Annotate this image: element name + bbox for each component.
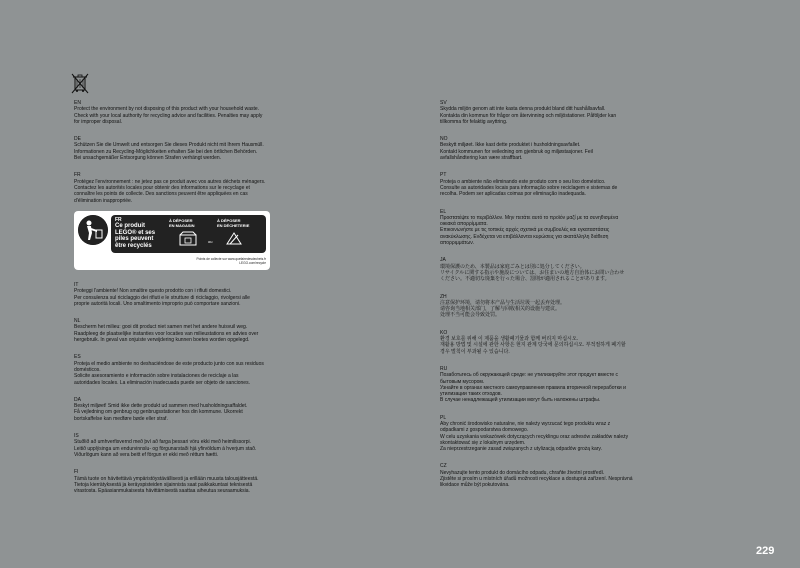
lang-code: JA: [440, 257, 446, 264]
badge-option-store: À DÉPOSER EN MAGASIN: [169, 218, 195, 228]
lang-block-es: [74, 354, 349, 385]
badge-option-dump: À DÉPOSER EN DÉCHETERIE: [217, 218, 250, 228]
badge-or-text: ou: [208, 239, 213, 244]
lang-text: Beskyt miljøet! Smid ikke dette produkt ud sammen med husholdningsaffaldet. Få vejledning om genbrug og genbrugsstationer hos din kommune. Ukorrekt bortskaffelse kan medføre bøde eller straf.: [74, 403, 248, 422]
lang-code: ES: [74, 354, 81, 361]
lang-block-de: [74, 136, 349, 161]
lang-text: Stuðlið að umhverfisvernd með því að farga þessari vöru ekki með heimilissorpi. Leitið upplýsinga um endurvinnslu- og förgunarstaði hjá yfirvöldum á hverjum stað. Viðurlögum kann að vera beitt ef förgun er ekki með réttum hætti.: [74, 439, 257, 458]
recycling-badge: [74, 211, 270, 270]
lang-block-nl: [74, 318, 349, 343]
recycling-center-icon: [225, 231, 243, 246]
lang-block-is: [74, 433, 349, 458]
lang-code: FR: [74, 172, 81, 179]
badge-country-code: FR: [115, 217, 122, 223]
lang-block-ko: [440, 330, 715, 355]
lang-code: IT: [74, 282, 79, 288]
lang-code: EL: [440, 208, 447, 215]
lang-block-zh: [440, 294, 715, 319]
lang-text: 環境保護のため、本製品は家庭ごみとは別に処分してください。 リサイクルに関する指示や施設については、お住まいの地方自治体にお問い合わせ ください。不適切な廃棄を行った場合、罰則が適用されることがあります。: [440, 263, 625, 283]
badge-main-text: Ce produit LEGO® et ses piles peuvent être recyclés: [115, 223, 156, 249]
lang-block-ja: [440, 257, 715, 282]
lang-block-it: [74, 282, 349, 307]
lang-code: IS: [74, 433, 79, 440]
right-column: [440, 100, 715, 500]
lang-text: Skydda miljön genom att inte kasta denna produkt bland ditt hushållsavfall. Kontakta din kommun för frågor om återvinning och miljöstationer. Påföljder kan tillkomma för felaktig avyttring.: [440, 106, 617, 125]
lang-text: Beskytt miljøet. Ikke kast dette produktet i husholdningsavfallet. Kontakt kommunen for veiledning om gjenbruk og miljøstasjoner. Feil avfallshåndtering kan være straffbart.: [440, 142, 593, 162]
lang-block-fr: [74, 172, 349, 203]
lang-block-pl: [440, 415, 715, 453]
lang-text: Aby chronić środowisko naturalne, nie należy wyrzucać tego produktu wraz z odpadkami z gospodarstwa domowego. W celu uzyskania wskazówek dotyczących recyklingu oraz adresów zakładów należy skontaktować się z lokalnym urzędem. Za nieprzestrzeganie zasad związanych z utylizacją odpadów grożą kary.: [440, 420, 629, 453]
recycling-person-icon: [78, 215, 108, 245]
lang-block-ru: [440, 366, 715, 404]
lang-block-da: [74, 397, 349, 422]
lang-text: Προστατέψτε το περιβάλλον. Μην πετάτε αυτό το προϊόν μαζί με τα συνηθισμένα οικιακά απορρίμματα. Επικοινωνήστε με τις τοπικές αρχές σχετικά με συμβουλές και εγκαταστάσεις ανακύκλωσης. Ενδέχεται να επιβάλλονται κυρώσεις για ακατάλληλη διάθεση απορριμμάτων.: [440, 214, 619, 247]
store-drop-off-icon: [179, 231, 197, 246]
lang-code: KO: [440, 329, 448, 336]
crossed-out-bin-icon: [70, 72, 90, 94]
lang-code: EN: [74, 100, 81, 106]
lang-text: Позаботьтесь об окружающей среде: не утилизируйте этот продукт вместе с бытовым мусором. Узнайте в органах местного самоуправления правила вторичной переработки и утилизации таких отходов. В случае ненадлежащей утилизации могут быть наложены штрафы.: [440, 372, 626, 404]
lang-code: FI: [74, 469, 79, 476]
lang-block-pt: [440, 172, 715, 197]
lang-code: ZH: [440, 293, 447, 300]
badge-footer-text: Points de collecte sur www.quefairedesdechets.fr LEGO.com/recycle: [196, 257, 266, 265]
lang-block-fi: [74, 469, 349, 494]
lang-text: 환경 보호를 위해 이 제품을 생활폐기물과 함께 버리지 마십시오. 재활용 방법 및 시설에 관한 사항은 현지 관계 당국에 문의하십시오. 부적절하게 폐기할 경우 벌칙이 부과될 수 있습니다.: [440, 336, 626, 355]
lang-text: 注意保护环境，请勿将本产品与生活垃圾一起丢弃处理。 请咨询当地相关部门，了解与回收相关的设施与建议。 处理不当可能会导致处罚。: [440, 299, 566, 319]
lang-code: RU: [440, 365, 448, 372]
lang-block-el: [440, 209, 715, 247]
lang-text: Protect the environment by not disposing of this product with your household waste. Check with your local authority for recycling advice and facilities. Penalties may apply for improper disposal.: [74, 106, 263, 125]
page-number: 229: [756, 545, 775, 557]
left-column-bottom: [74, 282, 349, 505]
lang-text: Proteja o ambiente não eliminando este produto com o seu lixo doméstico. Consulte as autoridades locais para informação sobre reciclagem e sistemas de recolha. Podem ser aplicadas coimas por eliminação inadequada.: [440, 178, 618, 198]
lang-code: NL: [74, 318, 81, 325]
lang-block-en: [74, 100, 349, 125]
lang-block-cz: [440, 463, 715, 488]
lang-block-sv: [440, 100, 715, 125]
lang-code: NO: [440, 136, 448, 143]
lang-text: Protégez l'environnement : ne jetez pas ce produit avec vos autres déchets ménagers. Contactez les autorités locales pour obtenir des informations sur le recyclage et connaître les points de collecte. Des sanctions peuvent être appliquées en cas d'élimination inappropriée.: [74, 178, 266, 204]
lang-text: Proteggi l'ambiente! Non smaltire questo prodotto con i rifiuti domestici. Per consulenza sul riciclaggio dei rifiuti e le strutture di riciclaggio, rivolgersi alle proprie autorità locali. Uno smaltimento improprio può comportare sanzioni.: [74, 288, 250, 307]
lang-code: CZ: [440, 463, 447, 470]
lang-text: Nevyhazujte tento produkt do domácího odpadu, chraňte životní prostředí. Zjistěte si prosím u místních úřadů možnosti recyklace a dostupná zařízení. Nesprávná likvidace může být pokutována.: [440, 469, 633, 489]
lang-text: Proteja el medio ambiente no deshaciéndose de este producto junto con sus residuos domésticos. Solicite asesoramiento e información sobre instalaciones de reciclaje a las autoridades locales. La eliminación inadecuada puede ser objeto de sanciones.: [74, 360, 264, 386]
badge-info-box: [111, 215, 266, 253]
lang-code: PT: [440, 172, 447, 179]
lang-block-no: [440, 136, 715, 161]
lang-code: DE: [74, 136, 81, 143]
lang-code: DA: [74, 396, 81, 403]
lang-text: Tämä tuote on hävitettävä ympäristöystävällisesti ja erillään muusta talousjätteestä. Tietoja kierrätyksestä ja keräyspisteiden sijainnista saat paikkakuntasi teknisestä virastosta. Epäasianmukaisesta hävittämisestä saattaa aiheutua seuraamuksia.: [74, 475, 259, 495]
lang-code: PL: [440, 414, 447, 421]
lang-text: Schützen Sie die Umwelt und entsorgen Sie dieses Produkt nicht mit Ihrem Hausmüll. Informationen zu Recycling-Möglichkeiten erhalten Sie bei den örtlichen Behörden. Bei unsachgemäßer Entsorgung können Strafen verhängt werden.: [74, 142, 264, 162]
left-column-top: [74, 100, 349, 215]
lang-text: Bescherm het milieu: gooi dit product niet samen met het andere huisvuil weg. Raadpleeg de plaatselijke instanties voor locaties van milieustations en advies over hergebruik. In geval van onjuiste verwijdering kunnen boetes worden opgelegd.: [74, 324, 259, 344]
lang-code: SV: [440, 100, 447, 106]
